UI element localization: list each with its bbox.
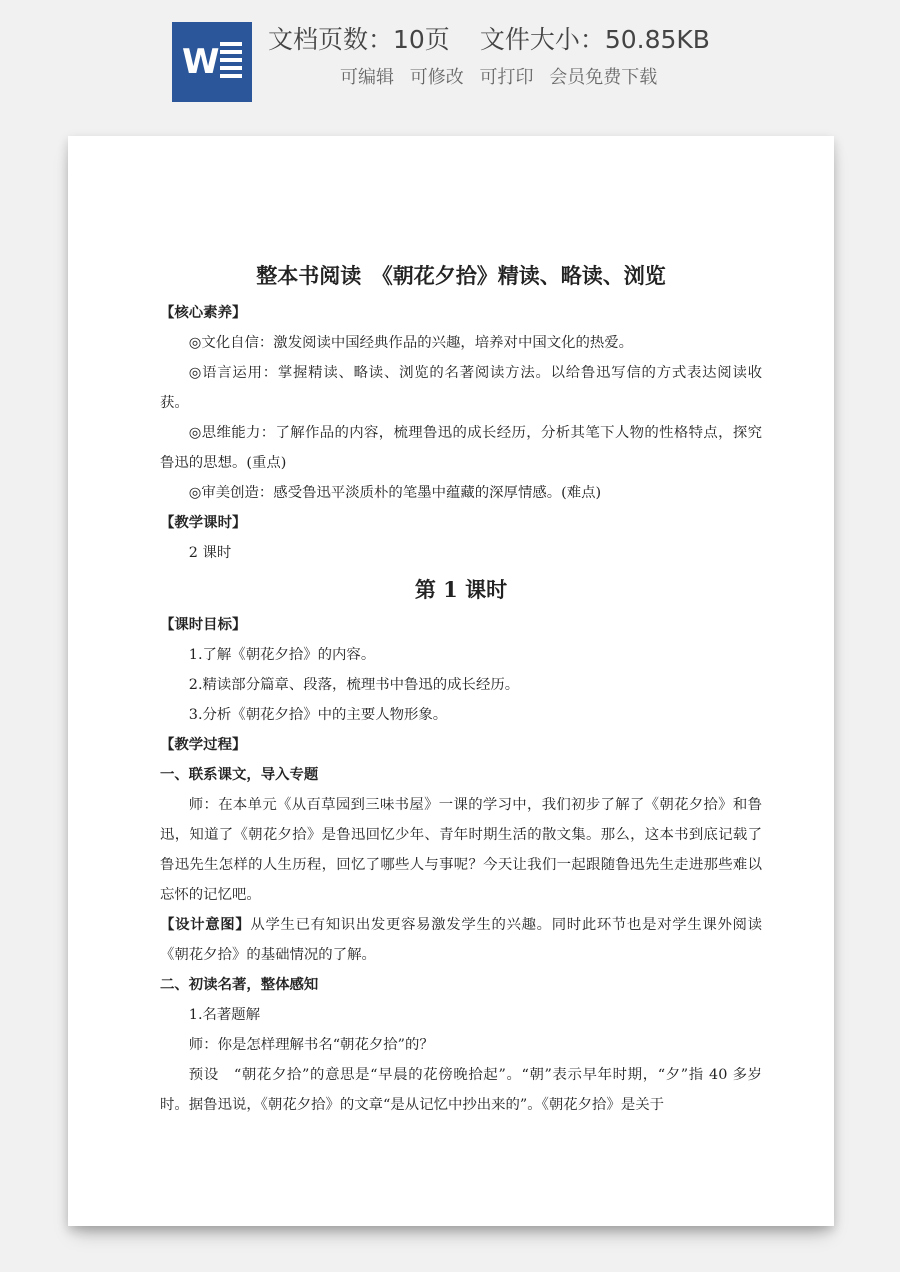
section-2-heading: 二、初读名著，整体感知 <box>160 976 319 993</box>
document-content <box>160 260 762 1120</box>
teaching-hours-heading: 【教学课时】 <box>160 514 247 531</box>
core-item-thinking: ◎思维能力：了解作品的内容，梳理鲁迅的成长经历，分析其笔下人物的性格特点，探究鲁迅的思想。(重点) <box>160 425 762 471</box>
feature-printable: 可打印 <box>479 67 534 88</box>
section-1-heading: 一、联系课文，导入专题 <box>160 766 319 783</box>
download-info-header <box>0 0 900 120</box>
core-item-aesthetic: ◎审美创造：感受鲁迅平淡质朴的笔墨中蕴藏的深厚情感。(难点) <box>188 485 602 501</box>
feature-member-download: 会员免费下载 <box>549 67 658 88</box>
core-literacy-heading: 【核心素养】 <box>160 304 247 321</box>
feature-modifiable: 可修改 <box>409 67 464 88</box>
feature-list <box>340 64 667 92</box>
word-logo-lines <box>220 42 242 82</box>
section-1-paragraph: 师：在本单元《从百草园到三味书屋》一课的学习中，我们初步了解了《朝花夕拾》和鲁迅，知道了《朝花夕拾》是鲁迅回忆少年、青年时期生活的散文集。那么，这本书到底记载了鲁迅先生怎样的人生历程，回忆了哪些人与事呢？今天让我们一起跟随鲁迅先生走进那些难以忘怀的记忆吧。 <box>160 797 762 903</box>
lesson-goal-item: 3.分析《朝花夕拾》中的主要人物形象。 <box>188 707 448 723</box>
section-2-question: 师：你是怎样理解书名“朝花夕拾”的？ <box>188 1037 434 1053</box>
teaching-process-heading: 【教学过程】 <box>160 736 247 753</box>
file-size: 文件大小：50.85KB <box>479 25 710 54</box>
lesson-goal-item: 2.精读部分篇章、段落，梳理书中鲁迅的成长经历。 <box>188 677 520 693</box>
core-item-language: ◎语言运用：掌握精读、略读、浏览的名著阅读方法。以给鲁迅写信的方式表达阅读收获。 <box>160 365 762 411</box>
file-meta <box>268 22 710 58</box>
document-title: 整本书阅读 《朝花夕拾》精读、略读、浏览 <box>256 263 666 288</box>
lesson-title: 第 1 课时 <box>414 577 508 602</box>
feature-editable: 可编辑 <box>340 67 394 88</box>
lesson-goals-heading: 【课时目标】 <box>160 616 247 633</box>
section-2-answer: 预设 “朝花夕拾”的意思是“早晨的花傍晚拾起”。“朝”表示早年时期，“夕”指 40 多岁时。据鲁迅说，《朝花夕拾》的文章“是从记忆中抄出来的”。《朝花夕拾》是关于 <box>160 1067 762 1113</box>
core-item-culture: ◎文化自信：激发阅读中国经典作品的兴趣，培养对中国文化的热爱。 <box>188 335 634 351</box>
lesson-goal-item: 1.了解《朝花夕拾》的内容。 <box>188 647 376 663</box>
design-intent-paragraph <box>160 910 762 970</box>
design-intent-label: 【设计意图】 <box>160 916 251 933</box>
page-count: 文档页数：10页 <box>268 25 450 54</box>
word-logo-letter: W <box>182 42 220 82</box>
design-intent-text: 从学生已有知识出发更容易激发学生的兴趣。同时此环节也是对学生课外阅读《朝花夕拾》的基础情况的了解。 <box>160 917 762 963</box>
document-page <box>68 136 834 1226</box>
teaching-hours-value: 2 课时 <box>188 545 232 561</box>
word-document-icon <box>172 22 252 102</box>
section-2-item: 1.名著题解 <box>188 1007 261 1023</box>
